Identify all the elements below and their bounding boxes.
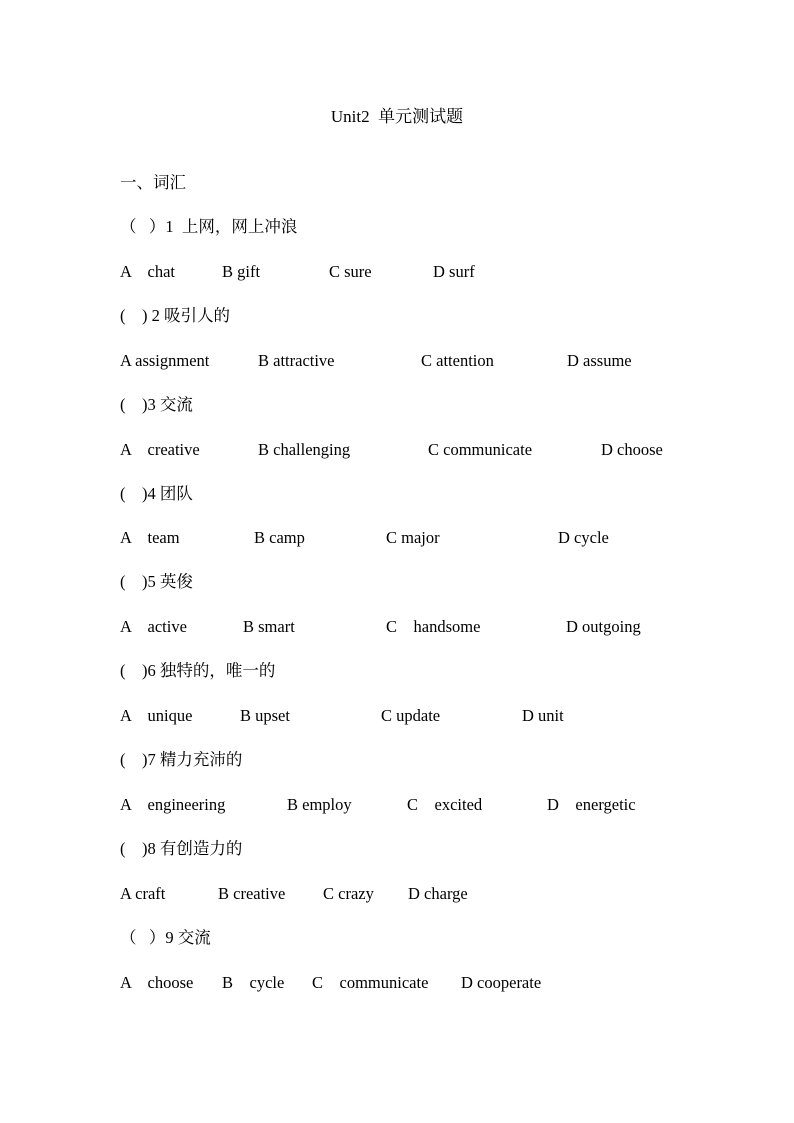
question-stem: （ ）1 上网，网上冲浪 [120,217,298,236]
option-b: B gift [222,262,261,281]
option-a: A team [120,528,180,547]
option-a: A creative [120,440,200,459]
question-stem: ( ) 2 吸引人的 [120,306,230,325]
option-c: C communicate [312,973,429,992]
option-b: B creative [218,884,286,903]
option-b: B camp [254,528,305,547]
option-a: A chat [120,262,175,281]
option-b: B employ [287,795,352,814]
option-a: A craft [120,884,166,903]
question-stem: （ ）9 交流 [120,928,211,947]
option-c: C update [381,706,441,725]
option-c: C attention [421,351,494,370]
section-heading: 一、词汇 [120,173,186,192]
option-a: A unique [120,706,193,725]
option-c: C handsome [386,617,481,636]
option-d: D charge [408,884,468,903]
question-stem: ( )6 独特的，唯一的 [120,661,276,680]
option-d: D cycle [558,528,609,547]
question-stem: ( )3 交流 [120,395,193,414]
option-a: A active [120,617,187,636]
question-stem: ( )4 团队 [120,484,193,503]
question-stem: ( )5 英俊 [120,572,193,591]
option-c: C communicate [428,440,533,459]
option-c: C excited [407,795,483,814]
question-stem: ( )8 有创造力的 [120,839,243,858]
option-c: C crazy [323,884,374,903]
option-c: C major [386,528,440,547]
option-d: D energetic [547,795,636,814]
option-b: B smart [243,617,295,636]
option-d: D outgoing [566,617,641,636]
option-b: B cycle [222,973,285,992]
option-b: B upset [240,706,290,725]
option-a: A choose [120,973,194,992]
option-d: D assume [567,351,632,370]
option-d: D surf [433,262,475,281]
option-a: A assignment [120,351,210,370]
question-stem: ( )7 精力充沛的 [120,750,243,769]
option-a: A engineering [120,795,226,814]
page-title: Unit2 单元测试题 [330,107,464,126]
option-c: C sure [329,262,372,281]
option-b: B attractive [258,351,335,370]
option-d: D cooperate [461,973,542,992]
option-d: D unit [522,706,564,725]
option-d: D choose [601,440,663,459]
option-b: B challenging [258,440,351,459]
